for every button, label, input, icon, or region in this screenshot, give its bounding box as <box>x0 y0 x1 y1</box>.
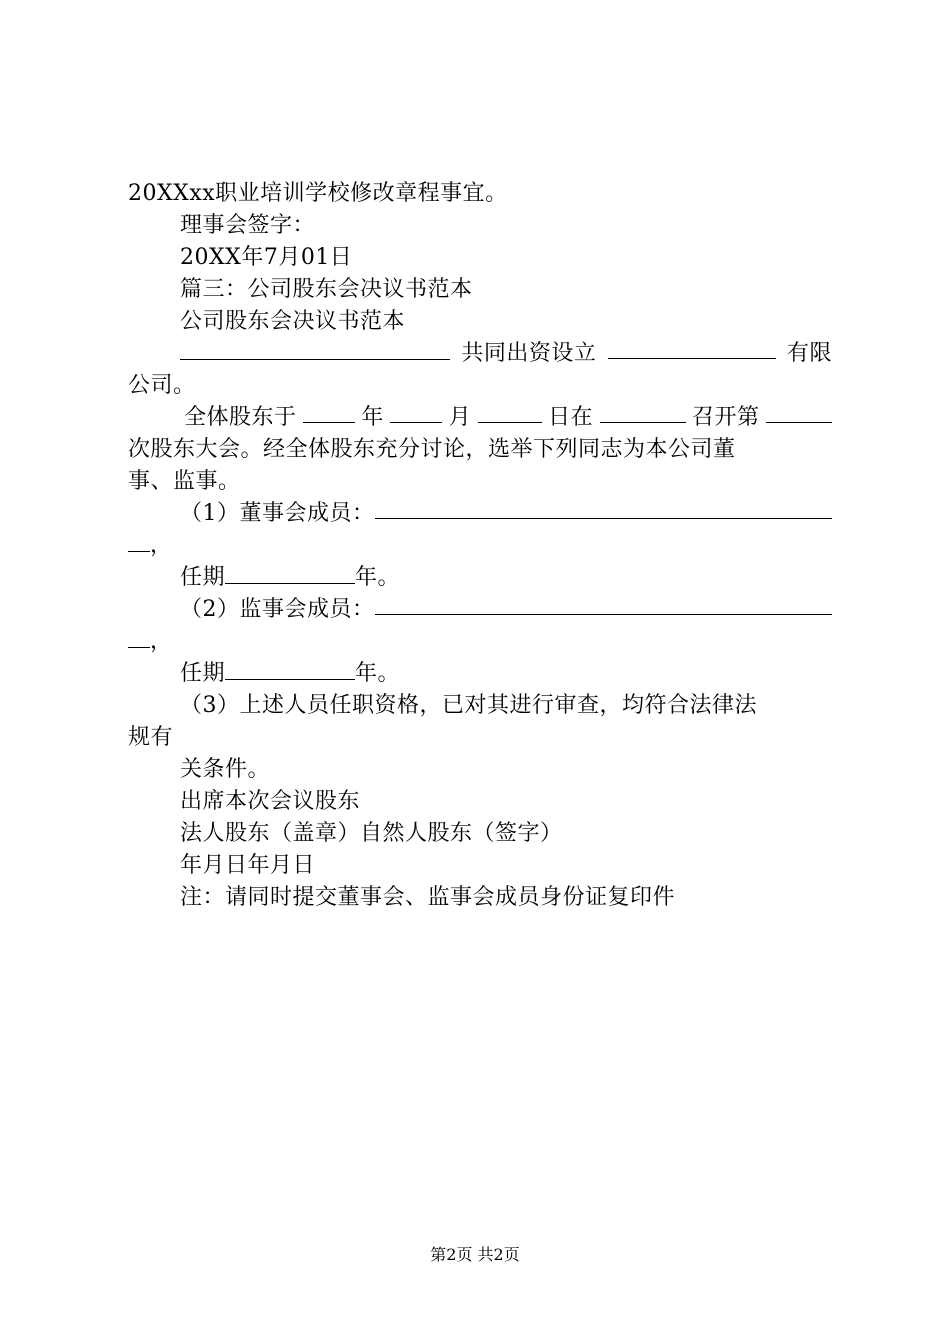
fill-blank <box>180 339 450 360</box>
text-line: 理事会签字： <box>180 213 316 238</box>
fill-blank <box>303 402 355 423</box>
text-segment: （2）监事会成员： <box>180 597 375 622</box>
text-line: 关条件。 <box>180 757 271 782</box>
text-line <box>128 562 832 594</box>
text-segment: 年。 <box>355 661 401 686</box>
text-line <box>128 658 832 690</box>
page-number-label: 第2页 共2页 <box>430 1245 520 1264</box>
text-line <box>128 594 832 626</box>
text-segment: 年 <box>361 405 384 430</box>
text-segment: 全体股东于 <box>184 405 297 430</box>
section-heading: 篇三：公司股东会决议书范本 <box>180 277 473 302</box>
fill-blank <box>766 402 832 423</box>
blank-segment <box>128 338 450 370</box>
text-line: 20XX年7月01日 <box>180 245 353 270</box>
page-footer <box>0 1245 950 1265</box>
text-segment: 年。 <box>355 565 401 590</box>
fill-blank <box>478 402 542 423</box>
text-segment: 日在 <box>548 405 594 430</box>
fill-blank <box>600 402 686 423</box>
text-line: 次股东大会。经全体股东充分讨论，选举下列同志为本公司董 <box>128 437 736 462</box>
text-line: 公司。 <box>128 373 196 398</box>
text-segment: ， <box>150 629 173 654</box>
fill-blank <box>390 402 442 423</box>
text-line <box>128 338 832 370</box>
text-line: 年月日年月日 <box>180 853 316 878</box>
fill-blank <box>225 659 355 680</box>
text-segment: ， <box>150 533 173 558</box>
fill-blank <box>608 338 776 359</box>
fill-blank <box>375 594 833 615</box>
text-line: 事、监事。 <box>128 469 241 494</box>
text-line <box>128 402 832 434</box>
text-segment: 月 <box>448 405 472 430</box>
text-segment: 有限 <box>786 341 832 366</box>
fill-blank <box>128 531 150 552</box>
text-segment: （1）董事会成员： <box>180 501 375 526</box>
text-line <box>128 626 832 658</box>
text-segment: 任期 <box>180 565 226 590</box>
text-line <box>128 530 832 562</box>
text-line: 出席本次会议股东 <box>180 789 361 814</box>
text-line: 规有 <box>128 725 174 750</box>
document-body <box>128 178 832 914</box>
fill-blank <box>128 627 150 648</box>
text-line: （3）上述人员任职资格，已对其进行审查，均符合法律法 <box>180 693 757 718</box>
text-line <box>128 498 832 530</box>
text-line: 20XXxx职业培训学校修改章程事宜。 <box>128 181 508 206</box>
text-segment: 共同出资设立 <box>461 341 597 366</box>
text-line: 法人股东（盖章）自然人股东（签字） <box>180 821 563 846</box>
text-segment: 召开第 <box>691 405 760 430</box>
text-segment: 任期 <box>180 661 226 686</box>
document-title: 公司股东会决议书范本 <box>180 309 406 334</box>
fill-blank <box>375 498 833 519</box>
fill-blank <box>225 563 355 584</box>
note-line: 注：请同时提交董事会、监事会成员身份证复印件 <box>180 885 676 910</box>
